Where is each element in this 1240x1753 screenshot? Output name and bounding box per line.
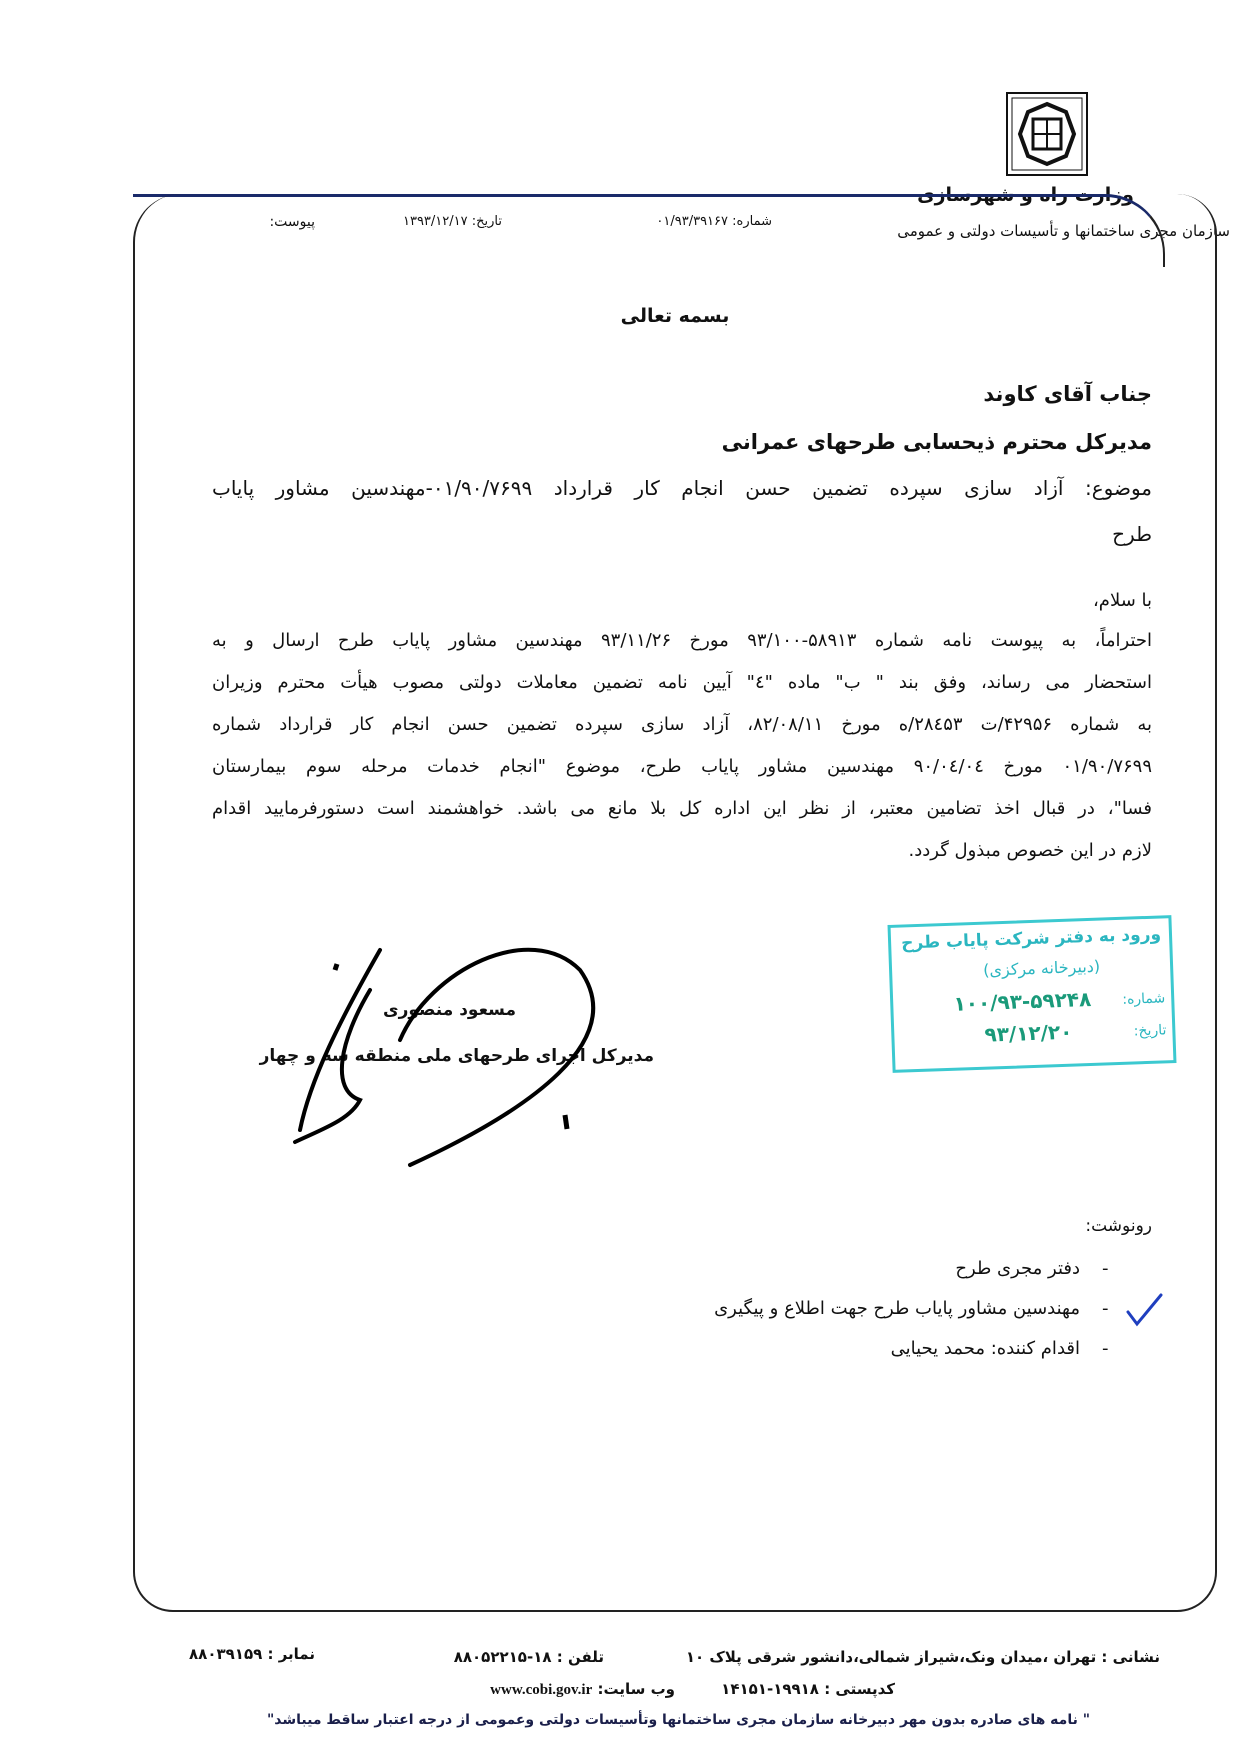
body-line: احتراماً، به پیوست نامه شماره ۵۸۹۱۳-۹۳/۱۰۰ مورخ ۹۳/۱۱/۲۶ مهندسین مشاور پایاب طرح ارسال و به (212, 630, 1152, 651)
logo-window-icon (1008, 94, 1086, 174)
subject-line-2: طرح (1112, 522, 1152, 546)
footer-website (490, 1680, 675, 1699)
footer-postal: کدپستی : ۱۹۹۱۸-۱۴۱۵۱ (721, 1680, 895, 1698)
organization-name: سازمان مجری ساختمانها و تأسیسات دولتی و عمومی (897, 222, 1230, 240)
stamp-line1: ورود به دفتر شرکت پایاب طرح (900, 924, 1162, 954)
signatory-name: مسعود منصوری (383, 1000, 516, 1020)
stamp-number-value: ۱۰۰/۹۳-۵۹۲۴۸ (953, 986, 1092, 1016)
handwritten-signature (280, 930, 640, 1170)
cc-dash: - (1102, 1258, 1109, 1279)
addressee-name: جناب آقای کاوند (983, 382, 1152, 406)
footer-notice: " نامه های صادره بدون مهر دبیرخانه سازمان مجری ساختمانها وتأسیسات دولتی وعمومی از درجه اعتبار ساقط میباشد" (267, 1712, 1090, 1728)
invocation: بسمه تعالی (620, 305, 730, 327)
cc-item: اقدام کننده: محمد یحیایی (890, 1338, 1080, 1359)
cc-item: مهندسین مشاور پایاب طرح جهت اطلاع و پیگیری (714, 1298, 1080, 1319)
body-line: لازم در این خصوص مبذول گردد. (908, 840, 1152, 861)
ministry-name: وزارت راه و شهرسازی (917, 184, 1134, 206)
subject-line: موضوع: آزاد سازی سپرده تضمین حسن انجام کار قرارداد ۰۱/۹۰/۷۶۹۹-مهندسین مشاور پایاب (212, 476, 1152, 500)
letter-number (656, 214, 772, 229)
date-label: تاریخ: (471, 214, 502, 229)
date-value: ۱۳۹۳/۱۲/۱۷ (402, 214, 468, 229)
cc-item: دفتر مجری طرح (955, 1258, 1080, 1279)
number-label: شماره: (732, 214, 772, 229)
checkmark-icon (1125, 1292, 1165, 1328)
addressee-title: مدیرکل محترم ذیحسابی طرحهای عمرانی (721, 430, 1152, 454)
attachment-label: پیوست: (269, 214, 315, 230)
letter-frame (133, 194, 1217, 1612)
footer-address: نشانی : تهران ،میدان ونک،شیراز شمالی،دانشور شرقی پلاک ۱۰ (685, 1648, 1160, 1666)
stamp-line2: (دبیرخانه مرکزی) (982, 956, 1101, 980)
footer-phone: تلفن : ۱۸-۸۸۰۵۲۲۱۵ (453, 1648, 604, 1666)
footer-fax: نمابر : ۸۸۰۳۹۱۵۹ (189, 1645, 315, 1663)
stamp-date-value: ۹۳/۱۲/۲۰ (984, 1019, 1073, 1047)
stamp-number-label: شماره: (1122, 990, 1166, 1008)
greeting: با سلام، (1093, 590, 1152, 611)
number-value: ۰۱/۹۳/۳۹۱۶۷ (656, 214, 729, 229)
body-line: استحضار می رساند، وفق بند " ب" ماده "٤" آیین نامه تضمین معاملات دولتی مصوب هیأت محترم وزیران (212, 672, 1152, 693)
website-label: وب سایت: (597, 1680, 675, 1698)
cc-dash: - (1102, 1338, 1109, 1359)
cc-dash: - (1102, 1298, 1109, 1319)
stamp-date-label: تاریخ: (1133, 1022, 1167, 1040)
cc-label: رونوشت: (1085, 1216, 1152, 1236)
letter-date (403, 214, 502, 229)
body-line: فسا"، در قبال اخذ تضامین معتبر، از نظر این اداره کل بلا مانع می باشد. خواهشمند است دستورفرمایید اقدام (212, 798, 1152, 819)
signatory-title: مدیرکل اجرای طرحهای ملی منطقه سه و چهار (259, 1046, 654, 1066)
received-stamp (888, 915, 1177, 1073)
body-line: ۰۱/۹۰/۷۶۹۹ مورخ ۹۰/۰٤/۰٤ مهندسین مشاور پایاب طرح، موضوع "انجام خدمات مرحله سوم بیمارستان (212, 756, 1152, 777)
ministry-logo (1006, 92, 1088, 176)
body-line: به شماره ۴۲۹۵۶/ت ۲۸٤۵۳/ه مورخ ۸۲/۰۸/۱۱، آزاد سازی سپرده تضمین حسن انجام کار قرارداد شماره (212, 714, 1152, 735)
website-link[interactable]: www.cobi.gov.ir (490, 1682, 593, 1698)
